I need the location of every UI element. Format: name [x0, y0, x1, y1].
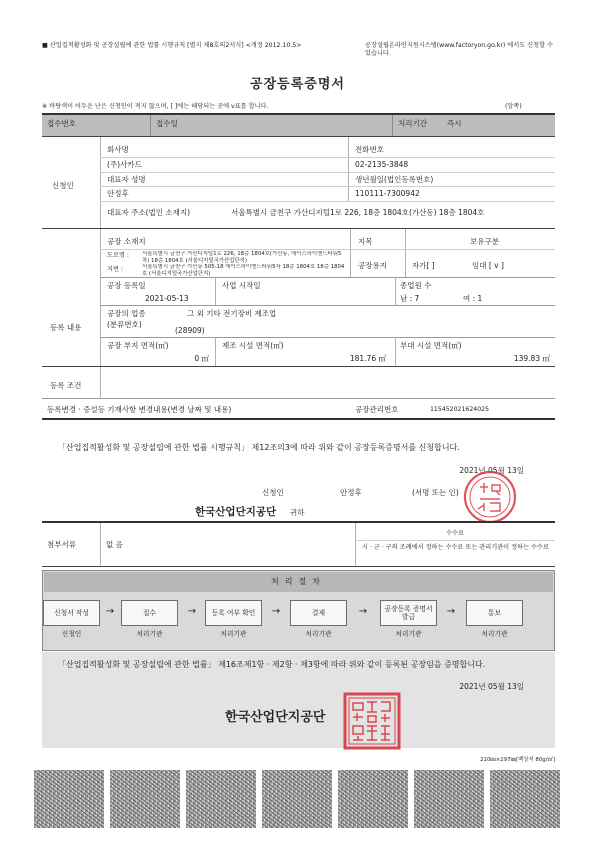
- divider: [100, 305, 555, 306]
- applicant-signature-label: 신청인: [262, 488, 284, 497]
- divider: [100, 157, 555, 158]
- ownership-own-checkbox: 자가[ ]: [412, 261, 435, 270]
- security-pattern: [338, 770, 408, 828]
- security-pattern: [110, 770, 180, 828]
- phone-label: 전화번호: [355, 145, 384, 154]
- divider: [100, 201, 555, 202]
- land-category-value: 공장용지: [358, 261, 387, 270]
- representative-address-label: 대표자 주소(법인 소재지): [107, 208, 191, 217]
- certification-statement: 「산업집적활성화 및 공장설립에 관한 법률」 제16조제1항 · 제2항 · 제3항에 따라 위와 같이 등록된 공장임을 증명합니다.: [58, 660, 486, 669]
- procedure-actor: 처리기관: [220, 630, 247, 638]
- procedure-step: 신청서 작성: [43, 600, 100, 626]
- divider: [100, 186, 555, 187]
- lot-address-value: 서울특별시 금천구 가산동 505-18 에이스하이엔드타워5차 18층 1804호 18층 1804호 (서울디지털국가산업단지): [142, 264, 345, 277]
- industry-value: 그 외 기타 전기장비 제조업: [187, 309, 277, 318]
- divider: [100, 249, 555, 250]
- divider: [215, 337, 216, 366]
- change-history-label: 등록변경 · 증설등 기재사항 변경내용(변경 날짜 및 내용): [47, 405, 232, 414]
- divider: [100, 337, 555, 338]
- auxiliary-area-value: 139.83 ㎡: [513, 354, 550, 363]
- company-name-value: (주)사카드: [107, 160, 142, 169]
- representative-address-value: 서울특별시 금천구 가산디지털1로 226, 18층 1804호(가산동) 18층 1804호: [231, 208, 485, 217]
- applicant-section-label: 신청인: [52, 181, 74, 190]
- page-side-label: (앞쪽): [505, 103, 522, 110]
- management-number-value: 115452021624025: [430, 406, 490, 413]
- procedure-actor: 처리기관: [395, 630, 422, 638]
- registration-date-value: 2021-05-13: [145, 294, 189, 303]
- divider: [100, 367, 101, 398]
- attachments-value: 없 음: [106, 540, 123, 549]
- divider: [215, 277, 216, 305]
- procedure-actor: 처리기관: [305, 630, 332, 638]
- representative-name-value: 안정후: [107, 189, 129, 198]
- procedure-title: 처리절차: [44, 572, 553, 592]
- land-category-label: 지목: [358, 237, 373, 246]
- round-seal-icon: [462, 469, 518, 525]
- certification-date: 2021년 05월 13일: [459, 682, 524, 691]
- receipt-date-label: 접수일: [156, 119, 178, 128]
- employee-count-label: 종업원 수: [400, 281, 432, 290]
- fee-description: 시 · 군 · 구의 조례에서 정하는 수수료 또는 관리기관이 정하는 수수료: [362, 544, 549, 551]
- procedure-actor: 처리기관: [481, 630, 508, 638]
- procedure-step: 공장등록 증명서발급: [380, 600, 437, 626]
- divider: [100, 172, 555, 173]
- security-pattern: [490, 770, 560, 828]
- industry-code-label: (분류번호): [107, 320, 142, 329]
- birth-date-label: 생년월일(법인등록번호): [355, 175, 434, 184]
- attachments-label: 첨부서류: [47, 540, 76, 549]
- site-area-value: 0 ㎡: [194, 354, 209, 363]
- security-pattern: [262, 770, 332, 828]
- square-seal-icon: [343, 692, 401, 750]
- online-application-note: 공장설립온라인지원시스템(www.factoryon.go.kr) 에서도 신청할 수 있습니다.: [365, 42, 554, 58]
- arrow-right-icon: →: [105, 606, 115, 617]
- application-statement: 「산업집적활성화 및 공장설립에 관한 법률 시행규칙」 제12조의3에 따라 위와 같이 공장등록증명서를 신청합니다.: [58, 443, 460, 452]
- divider: [348, 137, 349, 201]
- factory-location-label: 공장 소재지: [107, 237, 146, 246]
- site-area-label: 공장 부지 면적(㎡): [107, 341, 169, 350]
- divider: [42, 228, 555, 229]
- divider: [100, 137, 101, 228]
- procedure-step: 등록 여부 확인: [205, 600, 262, 626]
- security-pattern: [186, 770, 256, 828]
- female-employee-count: 여 : 1: [463, 294, 483, 303]
- divider: [42, 136, 555, 137]
- industry-code-value: (28909): [175, 326, 205, 335]
- ownership-label: 보유구분: [470, 237, 499, 246]
- management-number-label: 공장관리번호: [355, 405, 399, 414]
- divider: [100, 277, 555, 278]
- arrow-right-icon: →: [358, 606, 368, 617]
- divider: [350, 229, 351, 277]
- road-address-label: 도로명 :: [107, 252, 129, 259]
- application-date: 2021년 05월 13일: [459, 466, 524, 475]
- arrow-right-icon: →: [271, 606, 281, 617]
- divider: [100, 523, 101, 566]
- industry-label: 공장의 업종: [107, 309, 146, 318]
- divider: [42, 418, 555, 420]
- recipient-suffix: 귀하: [290, 508, 305, 517]
- arrow-right-icon: →: [446, 606, 456, 617]
- registration-conditions-label: 등록 조건: [50, 381, 82, 390]
- representative-name-label: 대표자 성명: [107, 175, 146, 184]
- receipt-row-shade: [42, 115, 555, 136]
- divider: [355, 540, 555, 541]
- business-start-label: 사업 시작일: [222, 281, 261, 290]
- divider: [395, 277, 396, 305]
- corporate-registration-number: 110111-7300942: [355, 189, 420, 198]
- phone-value: 02-2135-3848: [355, 160, 409, 169]
- processing-period-value: 즉시: [447, 119, 462, 128]
- divider: [395, 337, 396, 366]
- divider: [42, 566, 555, 567]
- regulation-reference: ■ 산업집적활성화 및 공장설립에 관한 법률 시행규칙 [별지 제8호의2서식] <개정 2012.10.5>: [42, 42, 302, 49]
- applicant-signature-name: 안정후: [340, 488, 362, 497]
- male-employee-count: 남 : 7: [400, 294, 420, 303]
- auxiliary-area-label: 부대 시설 면적(㎡): [400, 341, 462, 350]
- security-pattern: [34, 770, 104, 828]
- divider: [405, 229, 406, 277]
- manufacturing-area-label: 제조 시설 면적(㎡): [222, 341, 284, 350]
- divider: [392, 115, 393, 136]
- divider: [42, 398, 555, 399]
- signature-note: (서명 또는 인): [412, 488, 459, 497]
- recipient-organization: 한국산업단지공단: [195, 506, 277, 518]
- document-title: 공장등록증명서: [250, 77, 345, 92]
- ownership-lease-checkbox: 임대 [ v ]: [472, 261, 504, 270]
- arrow-right-icon: →: [187, 606, 197, 617]
- manufacturing-area-value: 181.76 ㎡: [349, 354, 386, 363]
- lot-address-label: 지번 :: [107, 266, 124, 273]
- procedure-step: 통보: [466, 600, 523, 626]
- divider: [42, 521, 555, 523]
- registration-date-label: 공장 등록일: [107, 281, 146, 290]
- security-pattern: [414, 770, 484, 828]
- divider: [42, 366, 555, 367]
- fee-label: 수수료: [446, 530, 464, 537]
- form-note: ※ 바탕색이 어두운 난은 신청인이 적지 않으며, [ ]에는 해당되는 곳에 v표를 합니다.: [42, 103, 269, 110]
- company-name-label: 회사명: [107, 145, 129, 154]
- registration-section-label: 등록 내용: [50, 323, 82, 332]
- processing-period-label: 처리기간: [398, 119, 427, 128]
- divider: [150, 115, 151, 136]
- procedure-actor: 처리기관: [136, 630, 163, 638]
- procedure-step: 접수: [121, 600, 178, 626]
- paper-spec: 210㎜×297㎜[백상지 80g/㎡]: [480, 757, 555, 763]
- issuing-organization: 한국산업단지공단: [225, 710, 326, 725]
- procedure-actor: 신청인: [61, 630, 82, 638]
- receipt-number-label: 접수번호: [47, 119, 76, 128]
- road-address-value: 서울특별시 금천구 가산디지털1로 226, 18층 1804호(가산동, 에이스하이엔드타워5차) 18층 1804호 (서울디지털국가산업단지): [142, 251, 342, 264]
- procedure-step: 결재: [290, 600, 347, 626]
